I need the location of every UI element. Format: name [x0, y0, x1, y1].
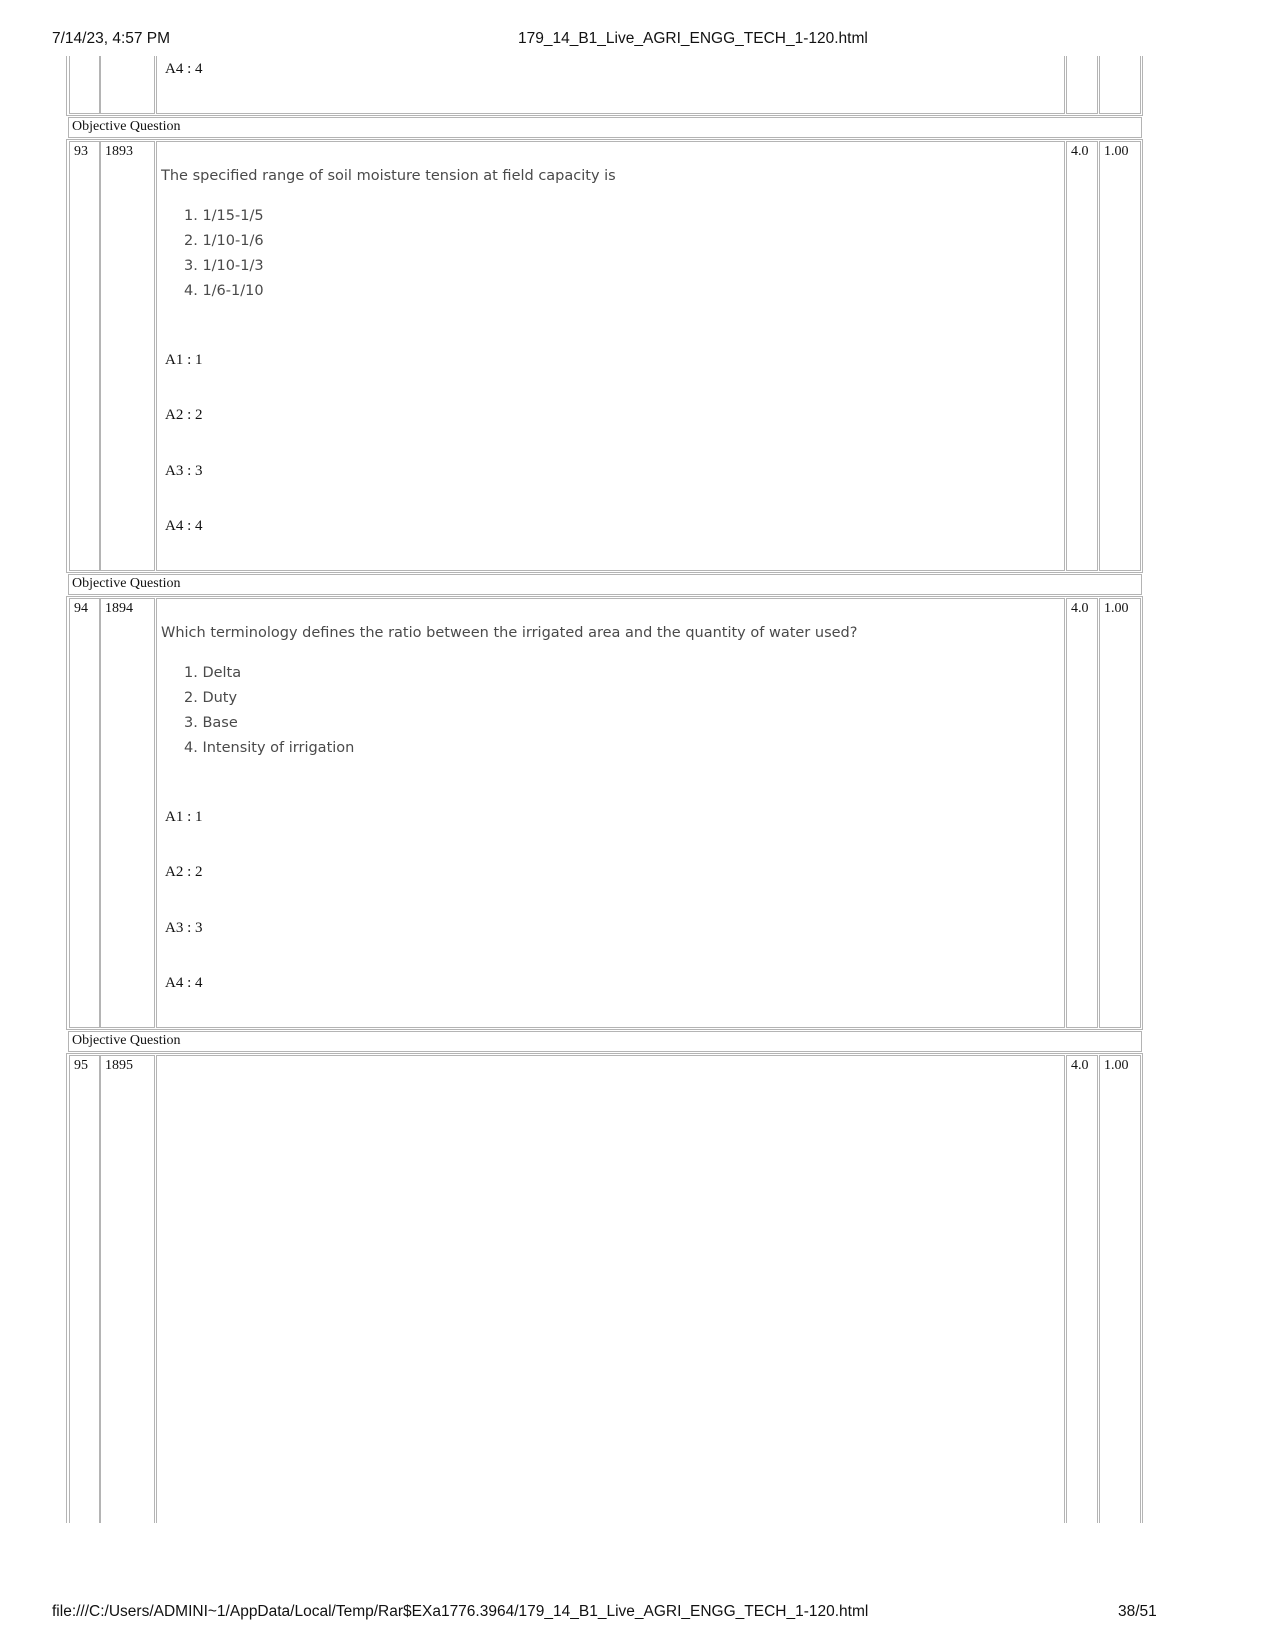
options-list	[184, 204, 264, 304]
question-text: The specified range of soil moisture tension at field capacity is	[161, 168, 616, 184]
answer-2: A2 : 2	[165, 407, 203, 423]
negative-marks: 1.00	[1099, 1055, 1141, 1523]
section-label: Objective Question	[68, 574, 1142, 595]
question-body	[156, 141, 1065, 571]
question-id: 1894	[100, 598, 155, 1028]
option-item: 3. 1/10-1/3	[184, 258, 264, 274]
answer-3: A3 : 3	[165, 463, 203, 479]
option-item: 2. Duty	[184, 690, 238, 706]
serial-number: 95	[69, 1055, 100, 1523]
question-text: Which terminology defines the ratio between the irrigated area and the quantity of water used?	[161, 625, 858, 641]
section-label: Objective Question	[68, 117, 1142, 138]
serial-number: 94	[69, 598, 100, 1028]
marks: 4.0	[1066, 1055, 1098, 1523]
answer-4: A4 : 4	[165, 518, 203, 534]
option-item: 2. 1/10-1/6	[184, 233, 264, 249]
question-id: 1893	[100, 141, 155, 571]
marks: 4.0	[1066, 598, 1098, 1028]
option-item: 4. 1/6-1/10	[184, 283, 264, 299]
answer-2: A2 : 2	[165, 864, 203, 880]
options-list	[184, 661, 354, 761]
prev-answer-4: A4 : 4	[165, 61, 203, 77]
serial-number: 93	[69, 141, 100, 571]
answer-4: A4 : 4	[165, 975, 203, 991]
print-datetime: 7/14/23, 4:57 PM	[52, 30, 171, 47]
answer-3: A3 : 3	[165, 920, 203, 936]
print-title: 179_14_B1_Live_AGRI_ENGG_TECH_1-120.html	[518, 30, 868, 47]
option-item: 1. Delta	[184, 665, 242, 681]
negative-marks: 1.00	[1099, 141, 1141, 571]
section-label: Objective Question	[68, 1031, 1142, 1052]
option-item: 3. Base	[184, 715, 238, 731]
answer-1: A1 : 1	[165, 809, 203, 825]
option-item: 4. Intensity of irrigation	[184, 740, 355, 756]
question-id: 1895	[100, 1055, 155, 1523]
file-path: file:///C:/Users/ADMINI~1/AppData/Local/Temp/Rar$EXa1776.3964/179_14_B1_Live_AGRI_ENGG_TECH_1-120.html	[52, 1603, 869, 1620]
negative-marks: 1.00	[1099, 598, 1141, 1028]
option-item: 1. 1/15-1/5	[184, 208, 264, 224]
marks: 4.0	[1066, 141, 1098, 571]
question-body	[156, 1055, 1065, 1523]
page-number: 38/51	[1118, 1603, 1157, 1620]
answer-1: A1 : 1	[165, 352, 203, 368]
